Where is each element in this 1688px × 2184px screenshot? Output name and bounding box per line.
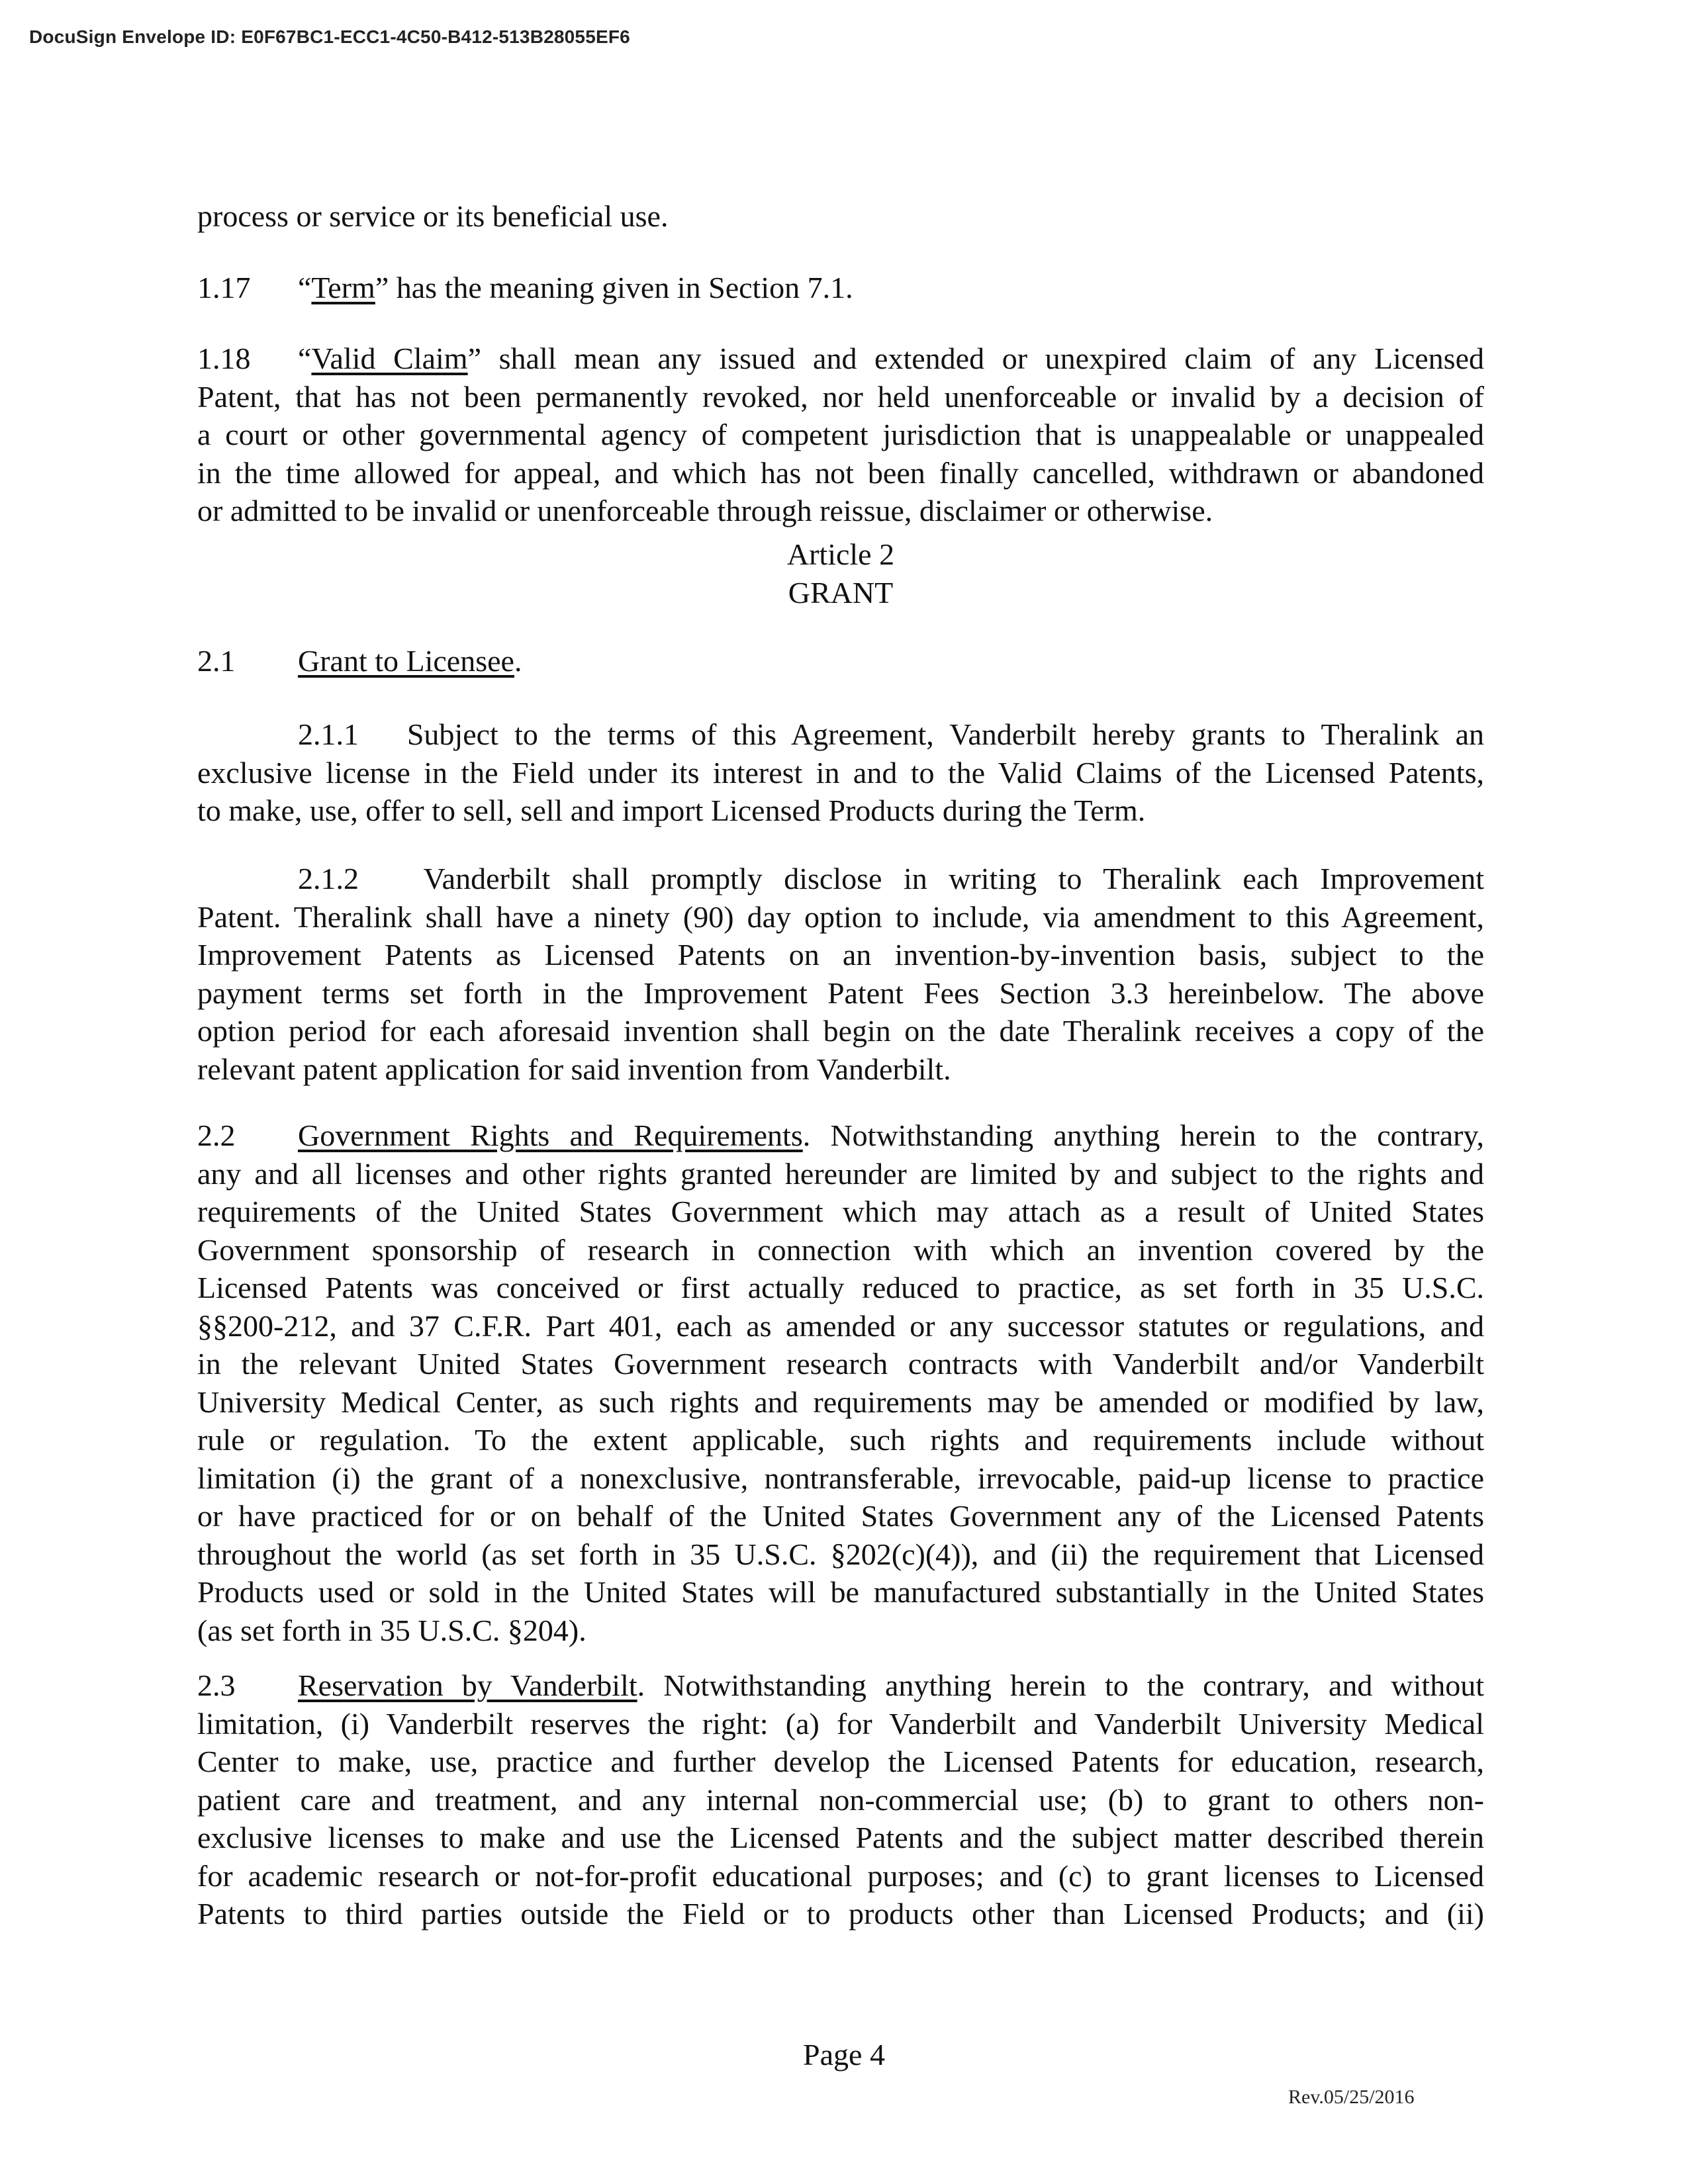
revision-date: Rev.05/25/2016 (1288, 2086, 1415, 2108)
defined-term-term: Term (311, 271, 375, 304)
defined-term-valid-claim: Valid Claim (311, 341, 468, 375)
section-2-1-heading: 2.1 Grant to Licensee. (197, 642, 1484, 680)
continuation-text: process or service or its beneficial use. (197, 199, 669, 233)
section-1-17: 1.17 “Term” has the meaning given in Section 7.1. (197, 269, 1484, 307)
docusign-envelope-id: DocuSign Envelope ID: E0F67BC1-ECC1-4C50-B412-513B28055EF6 (29, 26, 630, 47)
section-1-18: 1.18 “Valid Claim” shall mean any issued and extended or unexpired claim of any Licensed Patent, that has not been permanently revoked, nor held unenforceable or invalid by a decision of a court or other governmental agency of competent jurisdiction that is unappealable or unappealed in the time allowed for appeal, and which has not been finally cancelled, withdrawn or abandoned or admitted to be invalid or unenforceable through reissue, disclaimer or otherwise. (197, 340, 1484, 530)
section-title: Reservation by Vanderbilt (298, 1668, 637, 1702)
page-number: Page 4 (803, 2038, 885, 2071)
article-number: Article 2 (786, 537, 895, 571)
section-title: Grant to Licensee (298, 644, 514, 678)
section-2-3: 2.3 Reservation by Vanderbilt. Notwithstanding anything herein to the contrary, and without limitation, (i) Vanderbilt reserves the right: (a) for Vanderbilt and Vanderbilt University Medical Center to make, use, practice and further develop the Licensed Patents for education, research, patient care and treatment, and any internal non-commercial use; (b) to grant to others non- exclusive licenses to make and use the Licensed Patents and the subject matter described therein for academic research or not-for-profit educational purposes; and (c) to grant licenses to Licensed Patents to third parties outside the Field or to products other than Licensed Products; and (ii) (197, 1666, 1484, 1933)
section-number: 2.2 (197, 1118, 236, 1152)
section-number: 2.1 (197, 644, 236, 678)
section-number: 2.3 (197, 1668, 236, 1702)
section-2-1-1: 2.1.1 Subject to the terms of this Agreement, Vanderbilt hereby grants to Theralink an exclusive license in the Field under its interest in and to the Valid Claims of the Licensed Patents, to make, use, offer to sell, sell and import Licensed Products during the Term. (197, 717, 1484, 827)
section-number: 1.17 (197, 271, 251, 304)
section-2-2: 2.2 Government Rights and Requirements. Notwithstanding anything herein to the contrary, any and all licenses and other rights granted hereunder are limited by and subject to the rights and requirements of the United States Government which may attach as a result of United States Government sponsorship of research in connection with which an invention covered by the Licensed Patents was conceived or first actually reduced to practice, as set forth in 35 U.S.C. §§200-212, and 37 C.F.R. Part 401, each as amended or any successor statutes or regulations, and in the relevant United States Government research contracts with Vanderbilt and/or Vanderbilt University Medical Center, as such rights and requirements may be amended or modified by law, rule or regulation. To the extent applicable, such rights and requirements include without limitation (i) the grant of a nonexclusive, nontransferable, irrevocable, paid-up license to practice or have practiced for or on behalf of the United States Government any of the Licensed Patents throughout the world (as set forth in 35 U.S.C. §202(c)(4)), and (ii) the requirement that Licensed Products used or sold in the United States will be manufactured substantially in the United States (as set forth in 35 U.S.C. §204). (197, 1116, 1484, 1649)
section-number: 2.1.1 (298, 717, 359, 751)
section-number: 2.1.2 (298, 862, 359, 895)
article-heading (197, 535, 1484, 612)
article-title: GRANT (788, 575, 894, 610)
section-title: Government Rights and Requirements (298, 1118, 803, 1152)
section-2-1-2: 2.1.2 Vanderbilt shall promptly disclose in writing to Theralink each Improvement Patent. Theralink shall have a ninety (90) day option to include, via amendment to this Agreement, Improvement Patents as Licensed Patents on an invention-by-invention basis, subject to the payment terms set forth in the Improvement Patent Fees Section 3.3 hereinbelow. The above option period for each aforesaid invention shall begin on the date Theralink receives a copy of the relevant patent application for said invention from Vanderbilt. (197, 862, 1484, 1086)
section-number: 1.18 (197, 341, 251, 375)
